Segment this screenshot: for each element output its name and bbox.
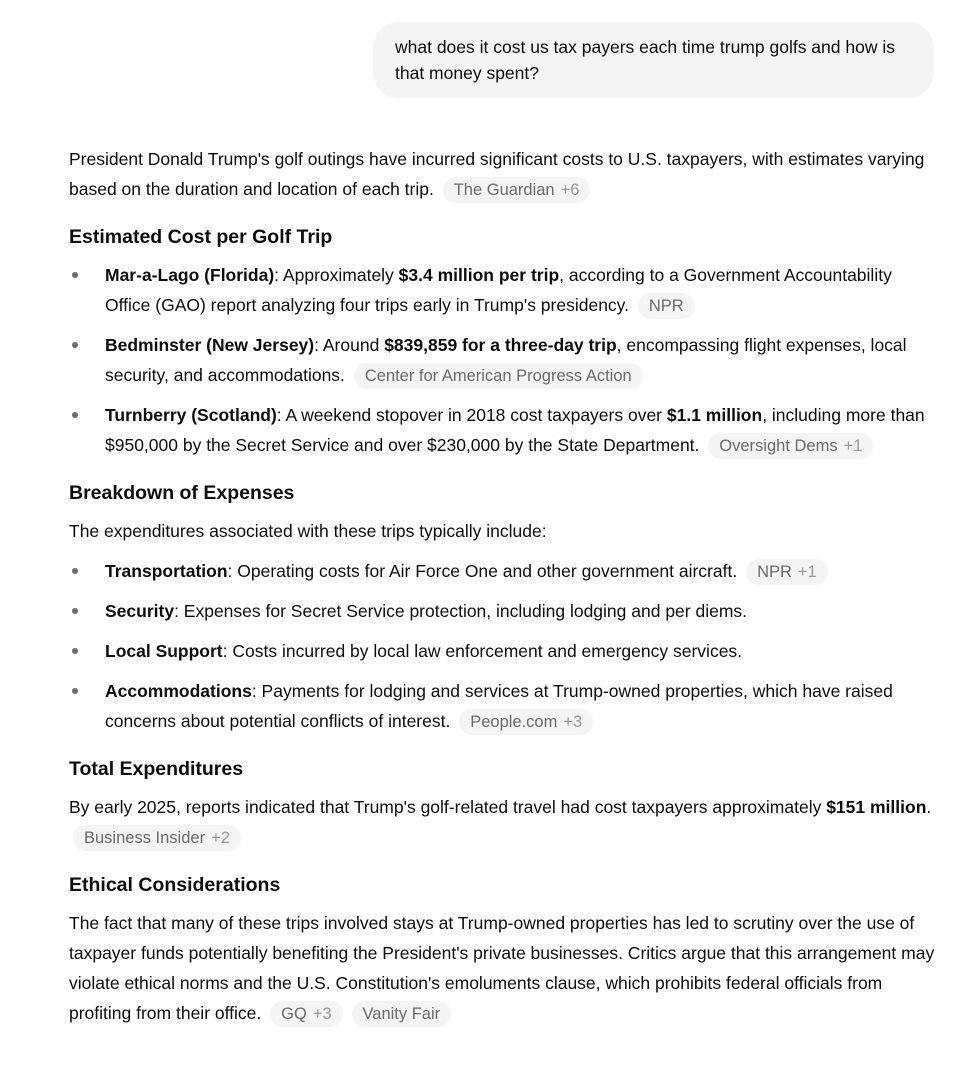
intro-paragraph	[69, 144, 939, 204]
citation-chip-business-insider[interactable]	[73, 825, 241, 851]
item-text: , according to a Government Accountability Office (GAO) report analyzing four trips early in Trump's presidency.	[105, 265, 892, 315]
citation-source: NPR	[757, 563, 792, 581]
citation-chip-center-for-american-progress-action[interactable]	[354, 363, 643, 389]
citation-more-count: +6	[560, 181, 580, 199]
citation-chip-gq[interactable]	[270, 1001, 342, 1027]
item-text: : A weekend stopover in 2018 cost taxpayers over	[276, 405, 667, 425]
citation-more-count: +3	[563, 713, 583, 731]
item-text: : Around	[314, 335, 385, 355]
item-label: Accommodations	[105, 681, 252, 701]
section-heading-cost-per-trip: Estimated Cost per Golf Trip	[69, 226, 333, 248]
section-heading-ethics: Ethical Considerations	[69, 874, 281, 896]
citation-more-count: +2	[211, 829, 230, 847]
citation-source: NPR	[648, 297, 684, 315]
citation-source: GQ	[281, 1005, 307, 1023]
citation-source: The Guardian	[453, 181, 555, 199]
bullet-dot-icon	[72, 568, 78, 574]
item-text: : Payments for lodging and services at Trump-owned properties, which have raised concerns about potential conflicts of interest.	[105, 681, 893, 731]
intro-text: President Donald Trump's golf outings have incurred significant costs to U.S. taxpayers, with estimates varying based on the duration and location of each trip.	[69, 149, 925, 199]
assistant-answer	[69, 144, 939, 1028]
item-label: Bedminster (New Jersey)	[105, 335, 315, 355]
section-heading-total: Total Expenditures	[69, 758, 244, 780]
item-text: , encompassing flight expenses, local security, and accommodations.	[105, 335, 907, 385]
item-text: , including more than $950,000 by the Secret Service and over $230,000 by the State Department.	[105, 405, 925, 455]
breakdown-list	[69, 556, 939, 736]
bullet-dot-icon	[72, 648, 78, 654]
citation-source: People.com	[470, 713, 558, 731]
list-item-local-support	[69, 636, 939, 666]
bullet-dot-icon	[72, 272, 78, 278]
item-highlight: $1.1 million	[666, 405, 763, 425]
citation-more-count: +3	[312, 1005, 332, 1023]
citation-more-count: +1	[843, 437, 863, 455]
citation-chip-people-com[interactable]	[459, 709, 593, 735]
total-text-end: .	[926, 797, 932, 817]
item-label: Turnberry (Scotland)	[105, 405, 277, 425]
list-item-mar-a-lago	[69, 260, 939, 320]
bullet-dot-icon	[72, 342, 78, 348]
list-item-accommodations	[69, 676, 939, 736]
item-text: : Approximately	[274, 265, 399, 285]
citation-chip-npr[interactable]	[746, 559, 828, 585]
item-label: Security	[105, 601, 175, 621]
item-text: : Operating costs for Air Force One and other government aircraft.	[227, 561, 738, 581]
item-label: Local Support	[105, 641, 223, 661]
bullet-dot-icon	[72, 608, 78, 614]
list-item-security	[69, 596, 939, 626]
citation-source: Business Insider	[84, 829, 206, 847]
item-label: Mar-a-Lago (Florida)	[105, 265, 275, 285]
citation-chip-the-guardian[interactable]	[443, 177, 591, 203]
breakdown-lead: The expenditures associated with these trips typically include:	[69, 521, 547, 541]
citation-more-count: +1	[797, 563, 817, 581]
user-message-bubble: what does it cost us tax payers each time trump golfs and how is that money spent?	[373, 22, 934, 98]
citation-source: Oversight Dems	[719, 437, 838, 455]
section-heading-breakdown: Breakdown of Expenses	[69, 482, 295, 504]
total-paragraph	[69, 792, 939, 852]
item-text: : Expenses for Secret Service protection, including lodging and per diems.	[174, 601, 748, 621]
user-message-row	[0, 0, 962, 98]
item-text: : Costs incurred by local law enforcement and emergency services.	[222, 641, 743, 661]
citation-chip-oversight-dems[interactable]	[708, 433, 873, 459]
list-item-bedminster	[69, 330, 939, 390]
cost-per-trip-list	[69, 260, 939, 460]
total-text: By early 2025, reports indicated that Trump's golf-related travel had cost taxpayers approximately	[69, 797, 827, 817]
citation-chip-npr[interactable]	[638, 293, 695, 319]
total-highlight: $151 million	[826, 797, 927, 817]
item-label: Transportation	[105, 561, 228, 581]
citation-chip-vanity-fair[interactable]	[352, 1001, 452, 1027]
item-highlight: $3.4 million per trip	[398, 265, 560, 285]
item-highlight: $839,859 for a three-day trip	[384, 335, 617, 355]
list-item-transportation	[69, 556, 939, 586]
citation-source: Vanity Fair	[362, 1005, 441, 1023]
bullet-dot-icon	[72, 412, 78, 418]
list-item-turnberry	[69, 400, 939, 460]
ethics-paragraph	[69, 908, 939, 1028]
citation-source: Center for American Progress Action	[364, 367, 632, 385]
bullet-dot-icon	[72, 688, 78, 694]
ethics-text: The fact that many of these trips involved stays at Trump-owned properties has led to scrutiny over the use of taxpayer funds potentially benefiting the President's private businesses. Critics argue that this arrangement may violate ethical norms and the U.S. Constitution's emoluments clause, which prohibits federal officials from profiting from their office.	[69, 913, 935, 1023]
